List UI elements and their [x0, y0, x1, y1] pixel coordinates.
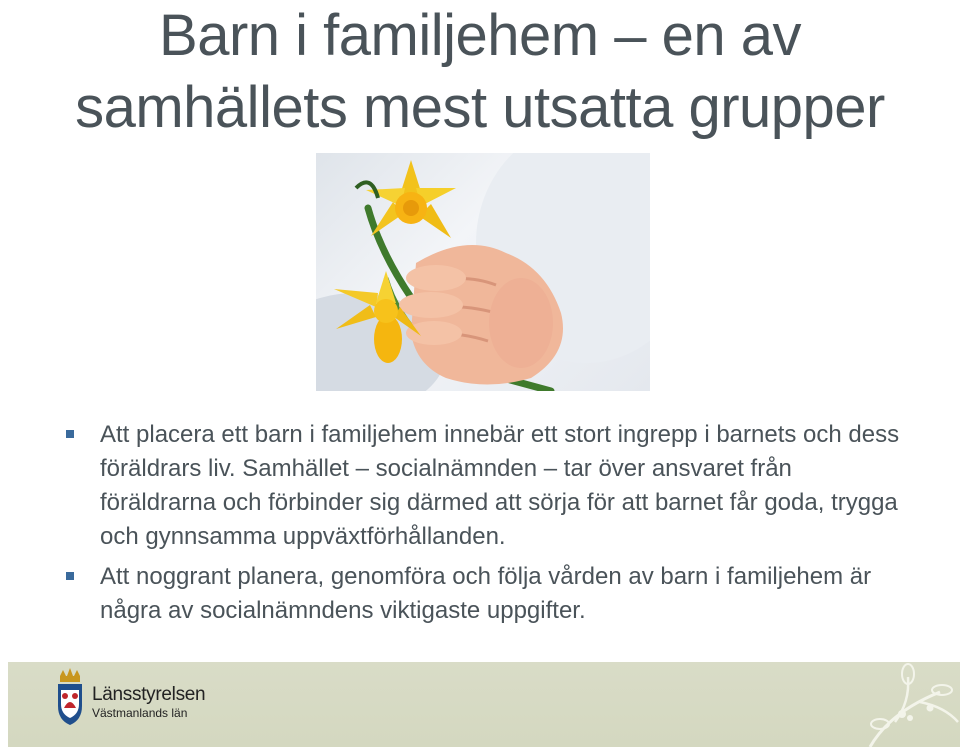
square-bullet-icon	[66, 430, 74, 438]
coat-of-arms-icon	[55, 668, 85, 731]
lansstyrelsen-logo	[92, 684, 205, 720]
daffodil-photo	[316, 153, 650, 391]
logo-name: Länsstyrelsen	[92, 684, 206, 705]
daffodil-photo-illustration	[316, 153, 650, 391]
bullet-text: Att noggrant planera, genomföra och följa vården av barn i familjehem är några av socialnämndens viktigaste uppgifter.	[100, 563, 872, 624]
bullet-text: Att placera ett barn i familjehem innebär ett stort ingrepp i barnets och dess föräldrars liv. Samhället – socialnämnden – tar över ansvaret från föräldrarna och förbinder sig därmed att sörja för att barnet får goda, trygga och gynnsamma uppväxtförhållanden.	[100, 421, 900, 550]
bullet-list	[66, 418, 906, 634]
bullet-item	[66, 418, 906, 554]
logo-region: Västmanlands län	[92, 706, 188, 720]
slide-title: Barn i familjehem – en av samhällets mest utsatta grupper	[75, 3, 885, 140]
mistletoe-branch-icon	[850, 662, 960, 752]
square-bullet-icon	[66, 572, 74, 580]
bullet-item	[66, 560, 906, 628]
footer-band	[8, 662, 960, 747]
